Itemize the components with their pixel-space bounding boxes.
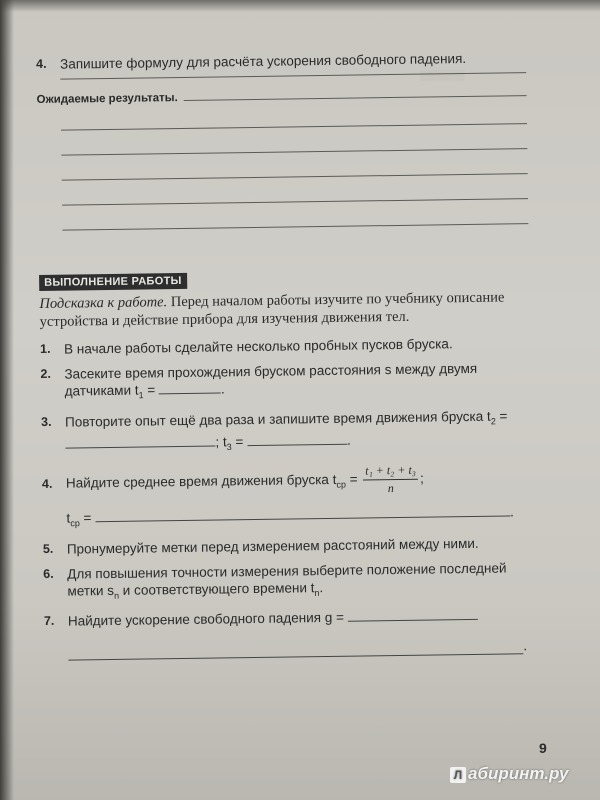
equals-sign: = bbox=[79, 510, 92, 526]
subscript: 3 bbox=[226, 442, 232, 453]
subscript: 1 bbox=[138, 390, 144, 401]
t3-label: ; t bbox=[215, 434, 227, 450]
section-heading: ВЫПОЛНЕНИЕ РАБОТЫ bbox=[39, 273, 187, 291]
task-4-formula bbox=[36, 49, 526, 73]
equals-sign: = bbox=[231, 434, 244, 450]
page-content bbox=[36, 49, 535, 669]
subscript: ср bbox=[336, 479, 347, 490]
step-4-answer bbox=[66, 503, 532, 532]
subscript: ср bbox=[70, 518, 80, 529]
step-number: 1. bbox=[39, 341, 51, 356]
step-1 bbox=[40, 334, 530, 358]
step-text-main: Для повышения точности измерения выберите положение последней метки s bbox=[67, 560, 507, 599]
fraction-denominator: n bbox=[387, 481, 394, 496]
step-4 bbox=[42, 460, 532, 502]
step-text bbox=[67, 559, 534, 605]
watermark bbox=[450, 764, 568, 784]
expected-results-label: Ожидаемые результаты. bbox=[36, 92, 178, 106]
step-text-tail: . bbox=[319, 579, 324, 595]
step-text: Пронумеруйте метки перед измерением расстояний между ними. bbox=[66, 535, 479, 557]
subscript: 2 bbox=[490, 415, 496, 427]
answer-line[interactable] bbox=[61, 148, 527, 156]
subscript: n bbox=[314, 587, 320, 598]
watermark-logo-icon: Л bbox=[450, 767, 466, 783]
step-text: Засеките время прохождения бруском расстояния s между двумя датчиками $t_1$ = . bbox=[64, 360, 478, 401]
step-number: 6. bbox=[43, 566, 54, 581]
step-7 bbox=[44, 607, 534, 631]
equals-sign: = bbox=[495, 408, 508, 424]
watermark-text: абиринт.ру bbox=[468, 764, 569, 783]
page-number: 9 bbox=[539, 740, 547, 756]
page-top-shadow bbox=[0, 0, 600, 12]
t3-input-blank[interactable] bbox=[247, 444, 347, 446]
expected-results-row bbox=[37, 87, 527, 106]
bleed-through: ▒▒▒▒▒▒▒ bbox=[420, 70, 465, 80]
step-number: 7. bbox=[43, 614, 55, 629]
step-number: 5. bbox=[42, 541, 54, 556]
answer-line[interactable] bbox=[60, 72, 526, 80]
answer-line[interactable] bbox=[62, 198, 528, 206]
step-7-answer: . bbox=[68, 638, 534, 662]
step-text: Найдите среднее время движения бруска $t_{ср}$ = $\frac{\text{t₁ + t₂ + t₃}}{n}$ ; bbox=[66, 460, 532, 502]
subscript: n bbox=[113, 590, 120, 601]
step-text: В начале работы сделайте несколько пробных пусков бруска. bbox=[63, 336, 453, 357]
average-time-fraction bbox=[363, 462, 418, 498]
t1-input-blank[interactable] bbox=[159, 392, 221, 394]
step-text-mid: и соответствующего времени t bbox=[118, 579, 315, 598]
step-number: 4. bbox=[41, 476, 53, 492]
step-5 bbox=[43, 534, 533, 558]
t2-input-blank[interactable] bbox=[65, 446, 215, 449]
step-text-main: Засеките время прохождения бруском расстояния s между двумя датчиками t bbox=[64, 360, 478, 399]
tcp-label: t bbox=[66, 510, 71, 526]
hint-lead: Подсказка к работе. bbox=[39, 294, 168, 312]
task-number: 4. bbox=[36, 56, 47, 71]
hint-text: Перед началом работы изучите по учебнику описание устройства и действие прибора для изучения движения тел. bbox=[39, 289, 505, 330]
step-text-main: Найдите ускорение свободного падения g = bbox=[67, 610, 345, 630]
answer-line[interactable] bbox=[61, 123, 527, 131]
answer-line[interactable] bbox=[62, 173, 528, 181]
g-answer-line[interactable] bbox=[68, 638, 523, 661]
answer-line[interactable] bbox=[62, 223, 528, 231]
step-3 bbox=[41, 407, 532, 459]
step-text-main: Найдите среднее время движения бруска t bbox=[65, 471, 337, 491]
equals-sign: = bbox=[143, 382, 156, 398]
step-4-answer-text: $t_{ср}$ = . bbox=[66, 504, 514, 529]
step-number: 3. bbox=[41, 414, 52, 429]
step-6 bbox=[43, 559, 534, 606]
g-input-blank[interactable] bbox=[348, 619, 478, 622]
answer-line[interactable] bbox=[184, 95, 527, 101]
step-number: 2. bbox=[40, 366, 51, 381]
hint-paragraph bbox=[39, 288, 529, 331]
step-text bbox=[68, 607, 534, 631]
step-text: Повторите опыт ещё два раза и запишите время движения бруска $t_2$ = ; $t_3$ = . bbox=[65, 408, 508, 453]
step-2 bbox=[40, 359, 531, 406]
fraction-numerator: t₁ + t₂ + t₃ bbox=[363, 462, 418, 481]
task-text: Запишите формулу для расчёта ускорения свободного падения. bbox=[60, 50, 467, 72]
tcp-input-blank[interactable] bbox=[95, 515, 510, 522]
page-left-shadow bbox=[0, 0, 14, 800]
equals-sign: = bbox=[345, 471, 358, 487]
step-text-main: Повторите опыт ещё два раза и запишите время движения бруска t bbox=[65, 408, 491, 430]
